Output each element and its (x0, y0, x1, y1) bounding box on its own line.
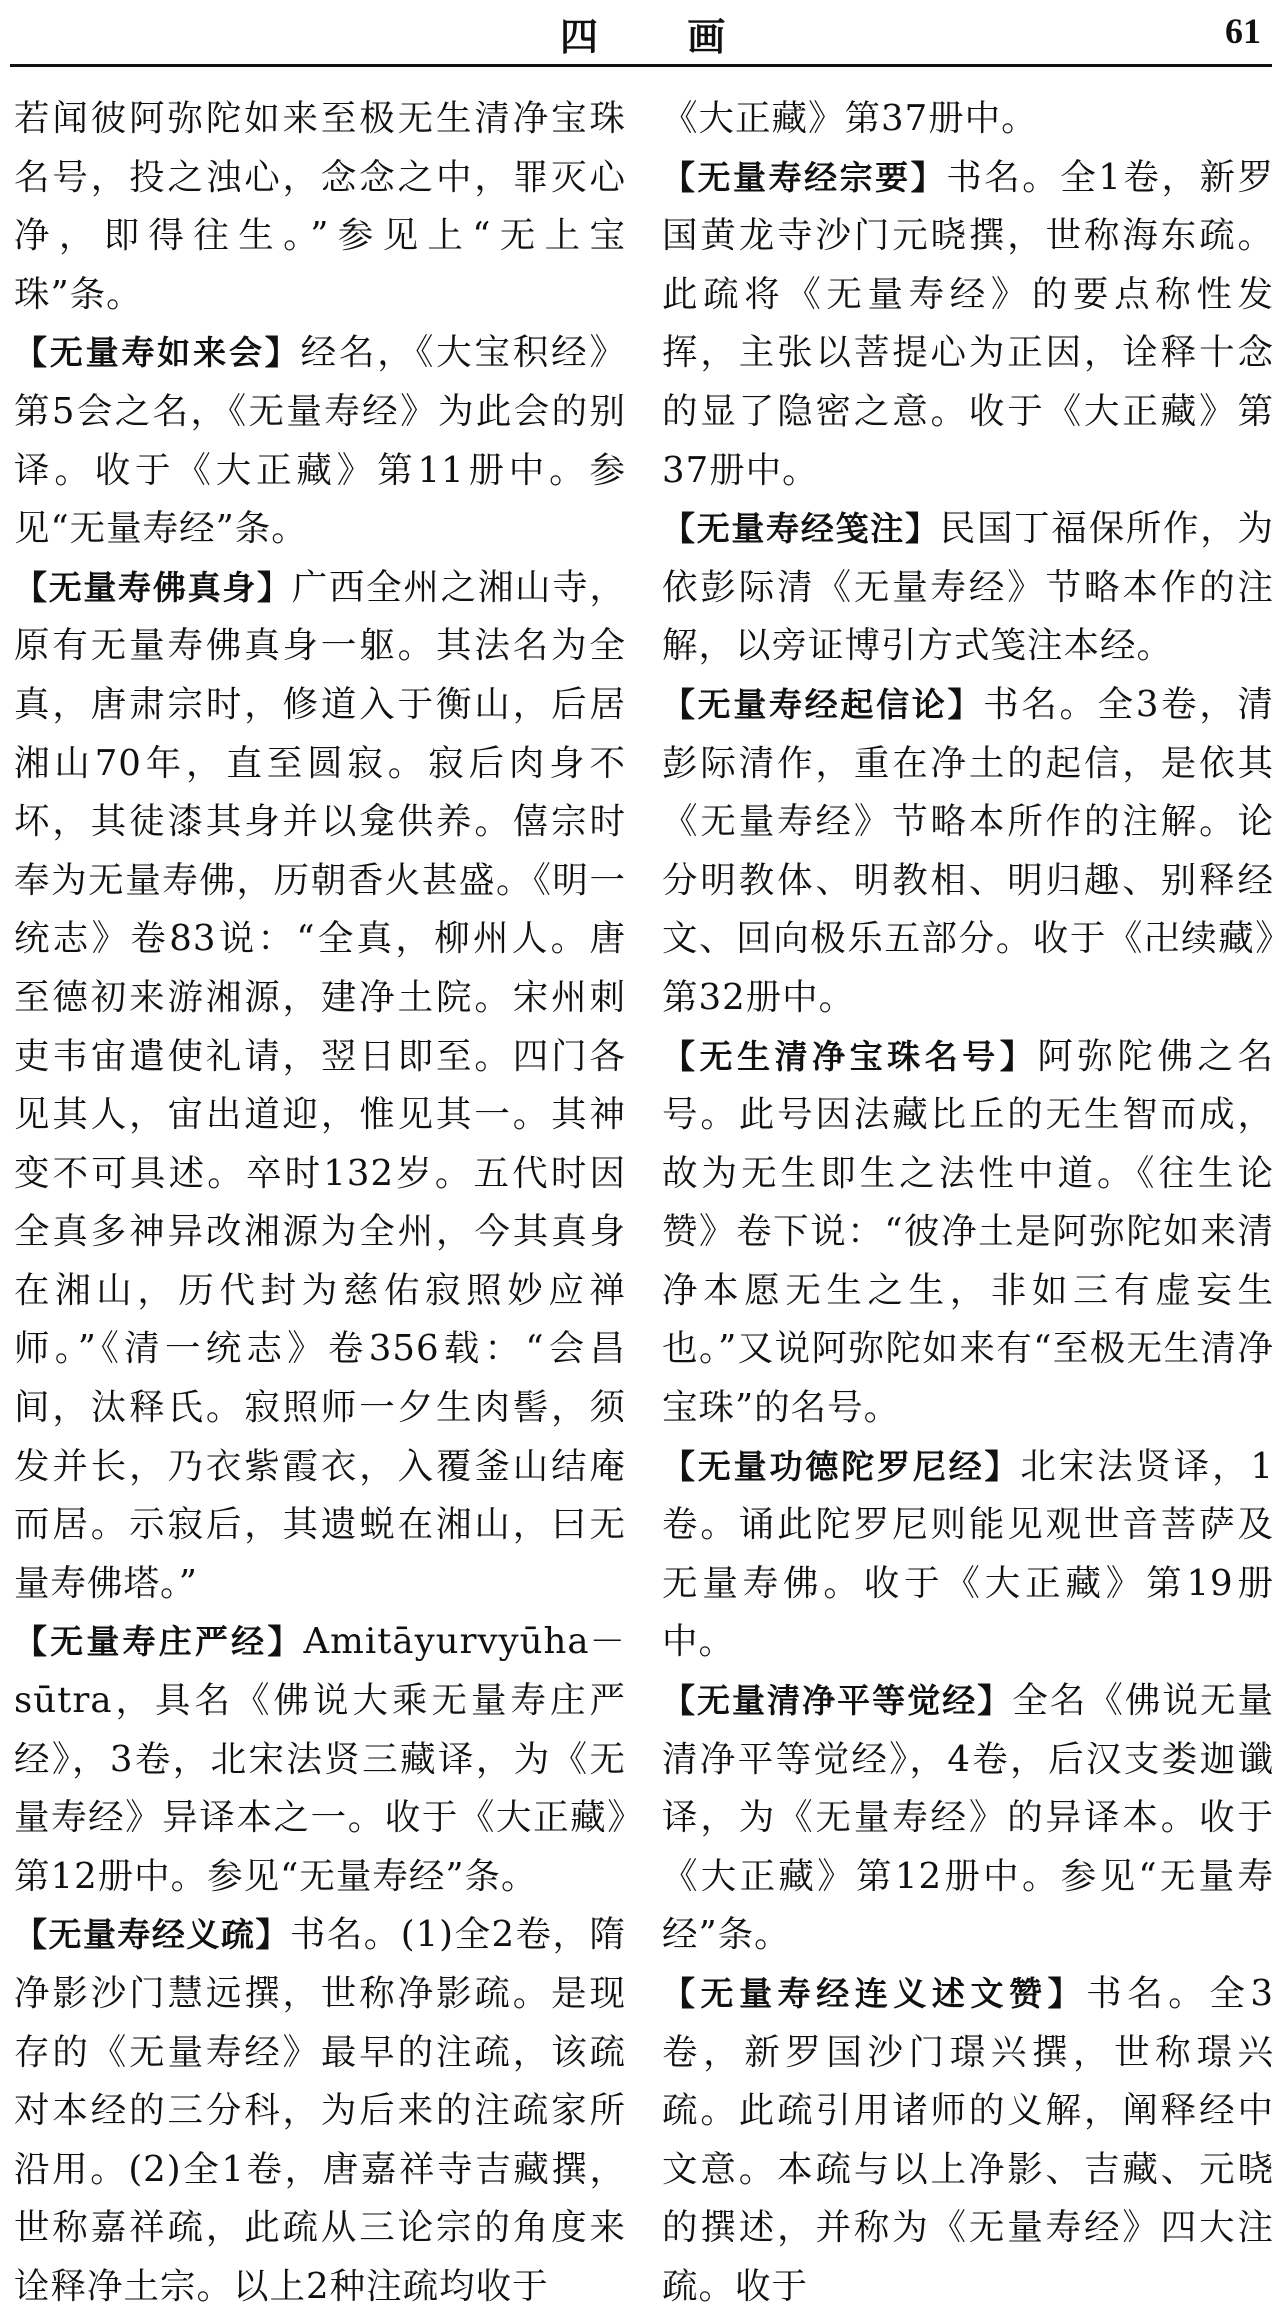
entry-text: 书名。(1)全2卷，隋净影沙门慧远撰，世称净影疏。是现存的《无量寿经》最早的注疏，该疏对本经的三分科，为后来的注疏家所沿用。(2)全1卷，唐嘉祥寺吉藏撰，世称嘉祥疏，此疏从三论宗的角度来诠释净土宗。以上2种注疏均收于 (14, 1914, 626, 2307)
entry-text: 经名，《大宝积经》第5会之名，《无量寿经》为此会的别译。收于《大正藏》第11册中。参见“无量寿经”条。 (14, 332, 626, 550)
entry-text: 北宋法贤译，1卷。诵此陀罗尼则能见观世音菩萨及无量寿佛。收于《大正藏》第19册中。 (662, 1445, 1275, 1663)
entry-headword: 【无量寿庄严经】 (14, 1622, 304, 1662)
entry (662, 1965, 1274, 2317)
entry-headword: 【无量寿经连义述文赞】 (662, 1974, 1087, 2013)
entry-headword: 【无量寿如来会】 (14, 333, 301, 373)
entry-headword: 【无量寿经笺注】 (662, 509, 940, 549)
entry (14, 559, 626, 1614)
entry-headword: 【无量寿经义疏】 (14, 1915, 290, 1955)
entry (662, 1028, 1274, 1438)
entry-headword: 【无量功德陀罗尼经】 (662, 1446, 1021, 1486)
entry (662, 500, 1274, 676)
entry-headword: 【无量清净平等觉经】 (662, 1681, 1013, 1721)
entry-text: 民国丁福保所作，为依彭际清《无量寿经》节略本作的注解，以旁证博引方式笺注本经。 (662, 508, 1274, 667)
right-column (662, 90, 1275, 2307)
entry-text: 书名。全3卷，新罗国沙门璟兴撰，世称璟兴疏。此疏引用诸师的义解，阐释经中文意。本疏与以上净影、吉藏、元晓的撰述，并称为《无量寿经》四大注疏。收于 (662, 1973, 1274, 2307)
entry-headword: 【无量寿佛真身】 (14, 567, 292, 607)
running-head (0, 0, 1279, 72)
entry-headword: 【无生清净宝珠名号】 (662, 1036, 1038, 1076)
entry-text: Amitāyurvyūha－sūtra，具名《佛说大乘无量寿庄严经》，3卷，北宋法贤三藏译，为《无量寿经》异译本之一。收于《大正藏》第12册中。参见“无量寿经”条。 (14, 1621, 626, 1897)
section-title: 四 画 (560, 14, 764, 59)
entry (662, 149, 1274, 501)
entry (14, 324, 626, 558)
entry-text: 全名《佛说无量清净平等觉经》，4卷，后汉支娄迦谶译，为《无量寿经》的异译本。收于《大正藏》第12册中。参见“无量寿经”条。 (662, 1680, 1274, 1956)
page-number: 61 (1225, 11, 1261, 51)
entry (662, 1438, 1274, 1672)
entry-text: 广西全州之湘山寺，原有无量寿佛真身一躯。其法名为全真，唐肃宗时，修道入于衡山，后居湘山70年，直至圆寂。寂后肉身不坏，其徒漆其身并以龛供养。僖宗时奉为无量寿佛，历朝香火甚盛。《明一统志》卷83说：“全真，柳州人。唐至德初来游湘源，建净土院。宋州刺吏韦宙遣使礼请，翌日即至。四门各见其人，宙出道迎，惟见其一。其神变不可具述。卒时132岁。五代时因全真多神异改湘源为全州，今其真身在湘山，历代封为慈佑寂照妙应禅师。”《清一统志》卷356载：“会昌间，汰释氏。寂照师一夕生肉髻，须发并长，乃衣紫霞衣，入覆釜山结庵而居。示寂后，其遗蜕在湘山，曰无量寿佛塔。” (14, 566, 626, 1604)
entry-headword: 【无量寿经起信论】 (662, 684, 984, 724)
entry-text: 书名。全1卷，新罗国黄龙寺沙门元晓撰，世称海东疏。此疏将《无量寿经》的要点称性发挥，主张以菩提心为正因，诠释十念的显了隐密之意。收于《大正藏》第37册中。 (662, 156, 1274, 491)
entry-text: 若闻彼阿弥陀如来至极无生清净宝珠名号，投之浊心，念念之中，罪灭心净，即得往生。”参见上“无上宝珠”条。 (14, 98, 626, 315)
left-column (14, 90, 626, 2307)
entry-text: 《大正藏》第37册中。 (662, 98, 1038, 139)
entry-continuation (14, 90, 626, 324)
entry-text: 书名。全3卷，清彭际清作，重在净土的起信，是依其《无量寿经》节略本所作的注解。论分明教体、明教相、明归趣、别释经文、回向极乐五部分。收于《卍续藏》第32册中。 (662, 683, 1274, 1018)
entry-headword: 【无量寿经宗要】 (662, 157, 947, 197)
entry (14, 1613, 626, 1906)
header-rule (10, 64, 1272, 67)
entry (14, 1906, 626, 2316)
entry (662, 1672, 1274, 1965)
entry (662, 676, 1274, 1028)
entry-continuation (662, 90, 1274, 149)
entry-text: 阿弥陀佛之名号。此号因法藏比丘的无生智而成，故为无生即生之法性中道。《往生论赞》卷下说：“彼净土是阿弥陀如来清净本愿无生之生，非如三有虚妄生也。”又说阿弥陀如来有“至极无生清净宝珠”的名号。 (662, 1035, 1274, 1429)
